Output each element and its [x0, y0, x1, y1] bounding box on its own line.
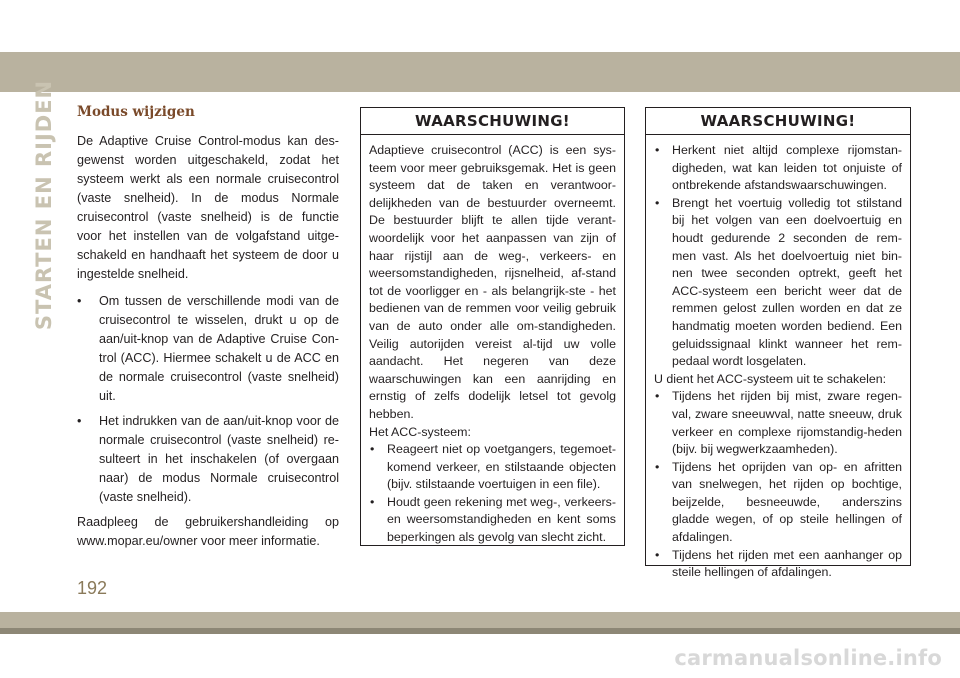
reference-paragraph: Raadpleeg de gebruikershandleiding op www.mopar.eu/owner voor meer informatie.	[77, 515, 339, 548]
list-item: • Herkent niet altijd complexe rijomstan-digheden, wat kan leiden tot onjuiste of ontbrekende afstandswaarschuwingen.	[654, 142, 902, 195]
warning-title: WAARSCHUWING!	[646, 108, 910, 135]
warning-subheading: Het ACC-systeem:	[369, 424, 471, 439]
warning-bullet-list	[654, 142, 902, 371]
list-item: • Houdt geen rekening met weg-, verkeers- en weersomstandigheden en kent soms beperkingen als gevolg van slecht zicht.	[369, 494, 616, 547]
mode-bullet-list	[77, 292, 339, 507]
list-item: • Het indrukken van de aan/uit-knop voor de normale cruisecontrol (vaste snelheid) re-sulteert in het inschakelen (of overgaan naar) de modus Normale cruisecontrol (vaste snelheid).	[77, 412, 339, 507]
warning-bullet-list	[369, 441, 616, 547]
list-item: • Tijdens het rijden bij mist, zware regen-val, zware sneeuwval, natte sneeuw, druk verkeer en complexe rijomstandig-heden (bijv. bij wegwerkzaamheden).	[654, 388, 902, 458]
header-band	[0, 52, 960, 92]
list-item: • Tijdens het rijden met een aanhanger op steile hellingen of afdalingen.	[654, 547, 902, 582]
warning-text: Adaptieve cruisecontrol (ACC) is een sys-teem voor meer gebruiksgemak. Het is geen systeem dat de taken en verantwoor-delijkheden van de bestuurder overneemt. De bestuurder blijft te allen tijde verant-woordelijk voor het aanpassen van zijn of haar rijstijl aan de weg-, verkeers- en weersomstandigheden, rijsnelheid, af-stand tot de voorligger en - als belangrijk-ste - het bedienen van de remmen voor veilig gebruik van de auto onder alle om-standigheden. Veilig autorijden vereist al-tijd uw volle aandacht. Het negeren van deze waarschuwingen kan een aanrijding en ernstig of zelfs dodelijk letsel tot gevolg hebben.	[369, 143, 616, 421]
list-item: • Brengt het voertuig volledig tot stilstand bij het volgen van een doelvoertuig en houdt gedurende 2 seconden de rem-men vast. Als het doelvoertuig niet bin-nen twee seconden optrekt, geeft het ACC-systeem een bericht weer dat de remmen gelost zullen worden en dat ze handmatig moeten worden bediend. Een geluidssignaal klinkt wanneer het rem-pedaal wordt losgelaten.	[654, 195, 902, 371]
warning-title: WAARSCHUWING!	[361, 108, 624, 135]
warning-box-1	[360, 107, 625, 546]
list-item: • Om tussen de verschillende modi van de cruisecontrol te wisselen, drukt u op de aan/uit-knop van de Adaptive Cruise Con-trol (ACC). Hiermee schakelt u de ACC en de normale cruisecontrol (vaste snelheid) uit.	[77, 292, 339, 406]
warning-body	[646, 135, 910, 582]
list-item: • Reageert niet op voetgangers, tegemoet-komend verkeer, en stilstaande objecten (bijv. stilstaande voertuigen in een file).	[369, 441, 616, 494]
warning-bullet-list	[654, 388, 902, 582]
page-number: 192	[77, 578, 108, 598]
intro-paragraph: De Adaptive Cruise Control-modus kan des-gewenst worden uitgeschakeld, zodat het systeem werkt als een normale cruisecontrol (vaste snelheid). In de modus Normale cruisecontrol (vaste snelheid) is de functie voor het instellen van de volgafstand uitge-schakeld en handhaaft het systeem de door u ingestelde snelheid.	[77, 134, 339, 281]
warning-body	[361, 135, 624, 547]
section-heading: Modus wijzigen	[77, 104, 195, 120]
chapter-side-tab	[28, 79, 60, 331]
warning-subheading: U dient het ACC-systeem uit te schakelen:	[654, 371, 887, 386]
left-column	[77, 104, 339, 551]
footer-band-dark	[0, 628, 960, 634]
list-item: • Tijdens het oprijden van op- en afritten van snelwegen, het rijden op bochtige, beijzelde, besneeuwde, anderszins gladde wegen, of op steile hellingen of afdalingen.	[654, 459, 902, 547]
warning-box-2	[645, 107, 911, 580]
watermark: carmanualsonline.info	[674, 646, 942, 670]
footer-band	[0, 612, 960, 628]
chapter-title: STARTEN EN RIJDEN	[32, 79, 56, 331]
